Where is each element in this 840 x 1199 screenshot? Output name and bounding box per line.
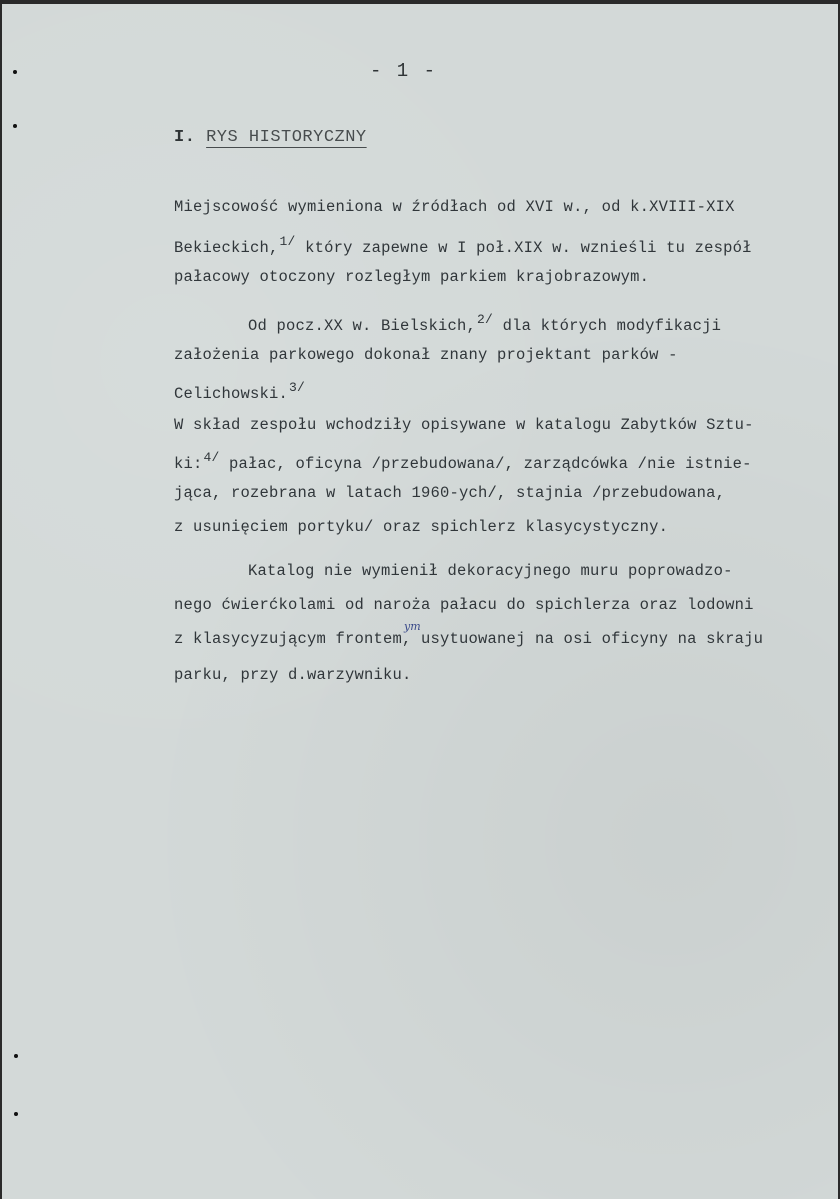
text-line [174,450,752,473]
text-line [248,312,721,335]
text-line [174,380,305,403]
text-line [174,596,754,614]
text-line-content: jąca, rozebrana w latach 1960-ych/, stajnia /przebudowana, [174,484,726,502]
binding-hole-mark [14,1054,18,1058]
text-line [174,416,754,434]
text-line [174,268,649,286]
text-line-content: parku, przy d.warzywniku. [174,666,412,684]
text-line-content: W skład zespołu wchodziły opisywane w katalogu Zabytków Sztu- [174,416,754,434]
text-line-content: Bekieckich, [174,239,279,257]
text-line-content: Celichowski. [174,385,289,403]
footnote-ref: 3/ [289,380,306,395]
text-line-content: pałacowy otoczony rozległym parkiem krajobrazowym. [174,268,650,286]
binding-hole-mark [14,1112,18,1116]
text-line-content: z klasycyzującym frontem, usytuowanej na osi oficyny na skraju [174,630,764,648]
text-line [174,630,763,648]
text-line-content: który zapewne w I poł.XIX w. wznieśli tu zespół [305,239,752,257]
text-line-content: Od pocz.XX w. Bielskich, [248,317,477,335]
text-line [174,484,725,502]
text-line-content: Katalog nie wymienił dekoracyjnego muru poprowadzo- [248,562,733,580]
text-line [174,198,735,216]
text-line-content: z usunięciem portyku/ oraz spichlerz klasycystyczny. [174,518,669,536]
text-line-content: pałac, oficyna /przebudowana/, zarządcówka /nie istnie- [229,455,752,473]
text-line-content: ki: [174,455,203,473]
text-line [174,518,668,536]
binding-hole-mark [13,70,17,74]
footnote-ref: 4/ [203,450,220,465]
text-line [174,666,412,684]
text-line-content: dla których modyfikacji [502,317,722,335]
text-line [174,234,752,257]
text-line-content: Miejscowość wymieniona w źródłach od XVI w., od k.XVIII-XIX [174,198,735,216]
text-line [248,562,733,580]
section-title: RYS HISTORYCZNY [206,128,367,147]
footnote-ref: 2/ [477,312,494,327]
page-number: - 1 - [370,60,438,82]
text-line-content: nego ćwierćkolami od naroża pałacu do spichlerza oraz lodowni [174,596,754,614]
footnote-ref: 1/ [279,234,296,249]
binding-hole-mark [13,124,17,128]
section-number: I. [174,128,196,147]
section-heading [174,128,367,147]
handwritten-correction: ym [404,620,421,633]
text-line-content: założenia parkowego dokonał znany projektant parków - [174,346,678,364]
text-line [174,346,678,364]
document-page [2,4,838,1199]
